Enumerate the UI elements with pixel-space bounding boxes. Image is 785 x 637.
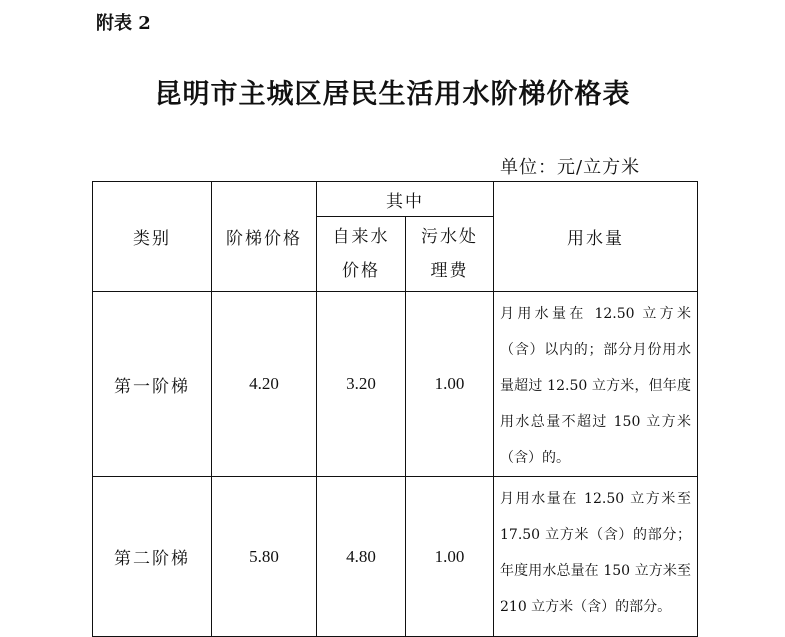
row-sewage-fee: 1.00: [406, 477, 494, 637]
header-sewage-fee-line2: 理费: [430, 261, 469, 281]
unit-note: 单位：元/立方米: [500, 157, 641, 178]
appendix-label: 附表 2: [96, 13, 151, 34]
row-usage-text: 月用水量在 12.50 立方米（含）以内的；部分月份用水量超过 12.50 立方米，但年度用水总量不超过 150 立方米（含）的。: [500, 306, 691, 466]
header-category: 类别: [93, 182, 212, 292]
header-usage: 用水量: [494, 182, 698, 292]
row-tier-price: 4.20: [212, 292, 317, 477]
row-category: 第二阶梯: [93, 477, 212, 637]
row-sewage-fee: 1.00: [406, 292, 494, 477]
header-tier-price: 阶梯价格: [212, 182, 317, 292]
header-sewage-fee: [406, 217, 494, 292]
row-tier-price: 5.80: [212, 477, 317, 637]
row-tap-water-price: 3.20: [317, 292, 406, 477]
table-row: [93, 477, 698, 637]
header-tap-water-price-line2: 价格: [342, 261, 380, 281]
row-tap-water-price: 4.80: [317, 477, 406, 637]
row-usage-text: 月用水量在 12.50 立方米至 17.50 立方米（含）的部分；年度用水总量在 150 立方米至 210 立方米（含）的部分。: [500, 491, 691, 615]
row-category: 第一阶梯: [93, 292, 212, 477]
header-sewage-fee-line1: 污水处: [421, 227, 478, 247]
water-price-table: [92, 181, 698, 637]
header-of-which: 其中: [317, 182, 494, 217]
table-row: [93, 292, 698, 477]
row-usage: [494, 292, 698, 477]
row-usage: [494, 477, 698, 637]
page-title: 昆明市主城区居民生活用水阶梯价格表: [154, 79, 631, 110]
header-tap-water-price-line1: 自来水: [332, 227, 390, 247]
header-tap-water-price: [317, 217, 406, 292]
